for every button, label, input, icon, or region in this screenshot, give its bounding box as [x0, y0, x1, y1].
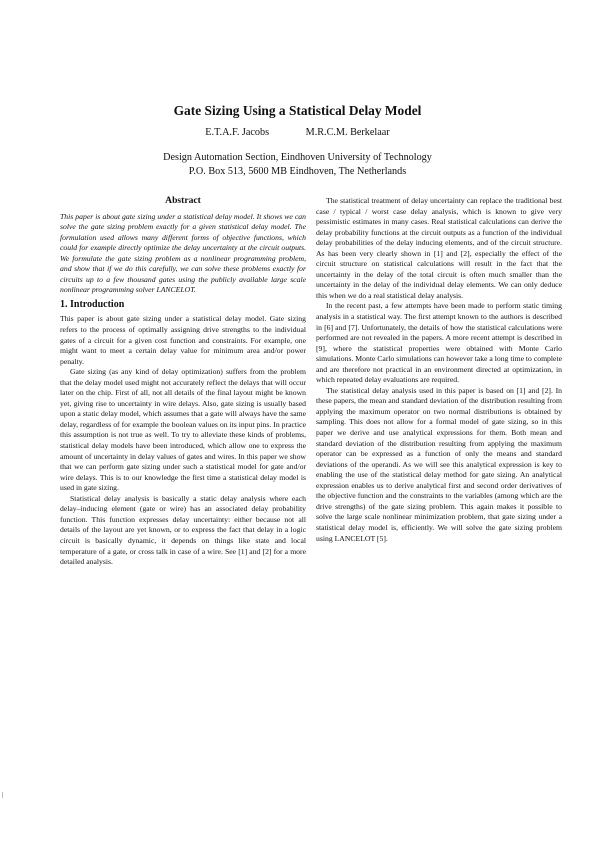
right-column: [316, 196, 562, 544]
author-2: M.R.C.M. Berkelaar: [305, 127, 390, 138]
margin-mark: [2, 792, 3, 798]
body-paragraph: In the recent past, a few attempts have been made to perform static timing analysis in a statistical way. The first attempt known to the authors is described in [6] and [7]. Unfortunately, the details of how the statistical calculations were performed are not revealed in the papers. A more recent attempt is described in [9], where the statistical properties were obtained with Monte Carlo simulations. Monte Carlo simulations can however take a long time to complete and are therefore not practical in an environment directed at optimization, in which repeated delay evaluations are required.: [316, 301, 562, 385]
affiliation: [0, 151, 595, 179]
abstract-heading: Abstract: [165, 195, 201, 206]
left-column: [60, 196, 306, 568]
affiliation-line-1: Design Automation Section, Eindhoven University of Technology: [163, 152, 432, 163]
section-heading-introduction: 1. Introduction: [60, 298, 125, 310]
body-paragraph: The statistical treatment of delay uncertainty can replace the traditional best case / typical / worst case delay analysis, which is known to give very pessimistic estimates in many cases. Real statistical calculations can derive the delay probability functions at the circuit outputs as a function of the individual delay probabilities of the delay inducing elements, and of the circuit structure. As has been very clearly shown in [1] and [2], especially the effect of the circuit structure on statistical calculations will result in the fact that the uncertainty in the delay of the total circuit is often much smaller than the uncertainty in the delay of the individual delay elements. We can only deduce this when we do a real statistical delay analysis.: [316, 196, 562, 300]
body-paragraph: The statistical delay analysis used in this paper is based on [1] and [2]. In these papers, the mean and standard deviation of the distribution resulting from applying the maximum operator on two normal distributions is obtained by sampling. This does not allow for a formal model of gate sizing, so in this paper we derive and use analytical expressions for them. Both mean and standard deviation of the distribution resulting from applying the maximum operator can be expressed as a function of only the means and standard deviations of the operandi. As we will see this analytical expression is key to enabling the use of the statistical delay method for gate sizing. An analytical expression enables us to derive analytical first and second order derivatives of the objective function and the constraints to the variables (among which are the drive strengths) of the gate sizing problem. This again makes it possible to solve the large scale nonlinear minimization problem, that gate sizing under a statistical delay model is, efficiently. We will solve the gate sizing problem using LANCELOT [5].: [316, 385, 562, 543]
intro-paragraph: This paper is about gate sizing under a statistical delay model. Gate sizing refers to the process of optimally assigning drive strengths to the individual gates of a circuit for a given cost function and constraints. For example, one might want to meet a certain delay value for minimum area and/or power penalty.: [60, 314, 306, 366]
author-list: [0, 127, 595, 138]
paper-title: Gate Sizing Using a Statistical Delay Model: [173, 103, 422, 118]
abstract-text: This paper is about gate sizing under a statistical delay model. It shows we can solve the gate sizing problem exactly for a given statistical delay model. The formulation used allows many different forms of objective functions, which could for example directly optimize the delay uncertainty at the circuit outputs. We formulate the gate sizing problem as a nonlinear programming problem, and show that if we do this carefully, we can solve these problems exactly for circuits up to a few thousand gates using the publicly available large scale nonlinear programming solver LANCELOT.: [60, 211, 306, 295]
intro-paragraph: Statistical delay analysis is basically a static delay analysis where each delay–inducing element (gate or wire) has an associated delay probability function. This function expresses delay uncertainty: either because not all details of the layout are yet known, or to express the fact that delay in a logic circuit is basically dynamic, it depends on things like state and local temperature of a gate, or cross talk in case of a wire. See [1] and [2] for a more detailed analysis.: [60, 493, 306, 567]
affiliation-line-2: P.O. Box 513, 5600 MB Eindhoven, The Netherlands: [188, 166, 407, 177]
author-1: E.T.A.F. Jacobs: [205, 127, 270, 138]
intro-paragraph: Gate sizing (as any kind of delay optimization) suffers from the problem that the delay model used might not accurately reflect the delays that will occur later on the chip. First of all, not all details of the final layout might be known yet, giving rise to uncertainty in wire delays. Also, gate sizing is usually based upon a static delay model, which assumes that a gate will always have the same delay, regardless of for example the boolean values on its input pins. In practice this assumption is not true as well. To try to alleviate these kinds of problems, statistical delay models have been introduced, which allow one to express the amount of uncertainty in delay values of gates and wires. In this paper we show that we can perform gate sizing under such a statistical model for gate and/or wire delays. This is to our knowledge the first time a statistical delay model is used in gate sizing.: [60, 367, 306, 493]
